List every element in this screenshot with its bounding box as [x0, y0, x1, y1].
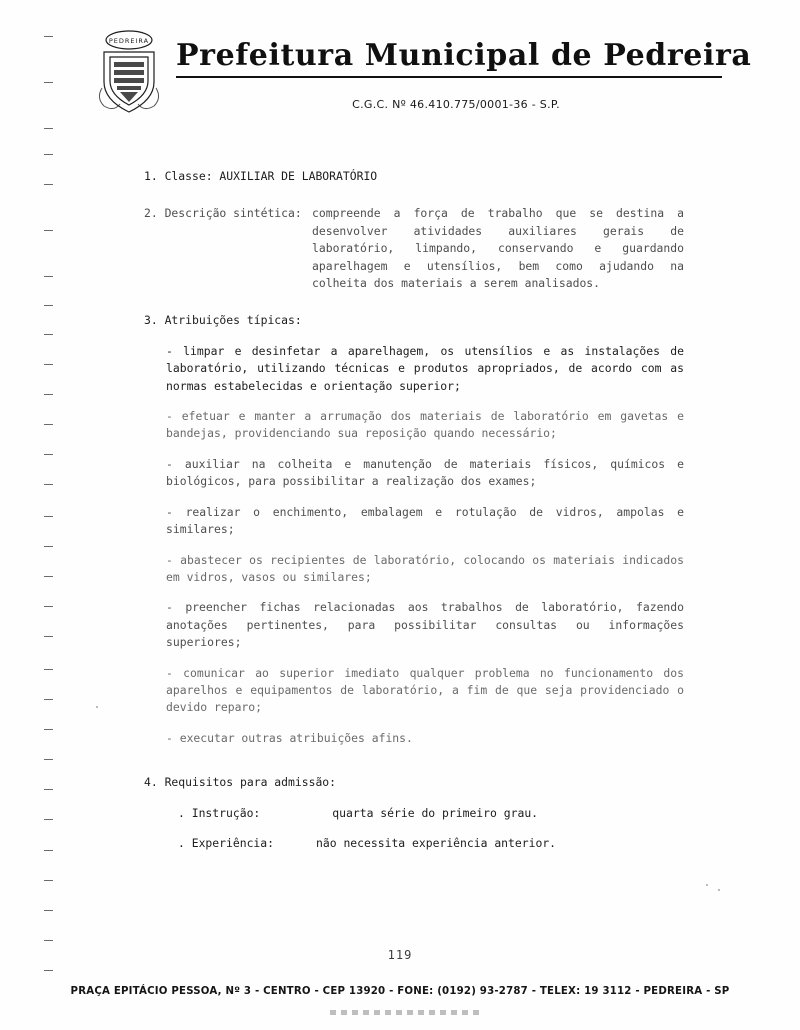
requisito-experiencia	[144, 835, 684, 852]
city-crest-icon	[92, 26, 166, 118]
bullet-item	[144, 730, 684, 747]
svg-text:PEDREIRA: PEDREIRA	[108, 37, 150, 45]
requisitos-label: 4. Requisitos para admissão:	[144, 775, 337, 790]
scan-speck	[706, 884, 708, 886]
title-underline	[176, 76, 722, 78]
footer-address: PRAÇA EPITÁCIO PESSOA, Nº 3 - CENTRO - CEP 13920 - FONE: (0192) 93-2787 - TELEX: 19 3112 - PEDREIRA - SP	[70, 986, 730, 997]
title-block	[176, 38, 752, 78]
descricao-label: 2. Descrição sintética:	[144, 206, 302, 221]
requisito-value: quarta série do primeiro grau.	[332, 805, 539, 820]
bullet-item	[144, 599, 691, 651]
page-title: Prefeitura Municipal de Pedreira	[176, 38, 752, 73]
bullet-text: - abastecer os recipientes de laboratório, colocando os materiais indicados em vidros, vasos ou similares;	[166, 552, 691, 584]
cgc-number: C.G.C. Nº 46.410.775/0001-36 - S.P.	[352, 98, 560, 111]
bullet-item	[144, 343, 691, 395]
document-body	[144, 168, 691, 852]
bullet-text: - preencher fichas relacionadas aos trabalhos de laboratório, fazendo anotações pertinentes, para possibilitar consultas ou informações superiores;	[166, 600, 691, 650]
requisito-value: não necessita experiência anterior.	[316, 835, 557, 850]
descricao-text-first: compreende a força de trabalho que se destina a desenvolver atividades auxiliares gerais de laboratório, limpando, conservando e guardando aparelhagem e utensílios, bem como ajudando na colheita dos materiais a serem analisados.	[312, 206, 691, 291]
bullet-text: - executar outras atribuições afins.	[166, 730, 413, 745]
section-classe	[144, 168, 684, 185]
requisito-label: . Experiência:	[178, 835, 275, 850]
requisito-instrucao	[144, 805, 684, 822]
atribuicoes-label: 3. Atribuições típicas:	[144, 313, 302, 328]
bullet-item	[144, 456, 691, 491]
margin-tick-marks	[44, 24, 58, 984]
scan-speck	[718, 889, 720, 891]
document-header	[0, 18, 800, 138]
bullet-item	[144, 504, 691, 539]
bullet-text: - comunicar ao superior imediato qualquer problema no funcionamento dos aparelhos e equipamentos de laboratório, a fim de que seja providenciado o devido reparo;	[166, 665, 691, 715]
scan-artifact	[330, 1010, 480, 1015]
bullet-text: - auxiliar na colheita e manutenção de materiais físicos, químicos e biológicos, para possibilitar a realização dos exames;	[166, 456, 691, 489]
bullet-text: - limpar e desinfetar a aparelhagem, os utensílios e as instalações de laboratório, utilizando técnicas e produtos apropriados, de acordo com as normas estabelecidas e orientação superior;	[166, 343, 691, 393]
bullet-item	[144, 552, 691, 587]
requisito-label: . Instrução:	[178, 805, 261, 820]
section-descricao	[144, 205, 691, 292]
section-atribuicoes	[144, 312, 684, 329]
section-requisitos	[144, 774, 684, 791]
scan-speck	[96, 706, 98, 708]
page-number: 119	[387, 948, 413, 962]
bullet-item	[144, 665, 691, 717]
bullet-text: - realizar o enchimento, embalagem e rotulação de vidros, ampolas e similares;	[166, 504, 691, 537]
bullet-text: - efetuar e manter a arrumação dos materiais de laboratório em gavetas e bandejas, providenciando sua reposição quando necessário;	[166, 409, 691, 441]
classe-line: 1. Classe: AUXILIAR DE LABORATÓRIO	[144, 169, 378, 183]
bullet-item	[144, 408, 691, 443]
